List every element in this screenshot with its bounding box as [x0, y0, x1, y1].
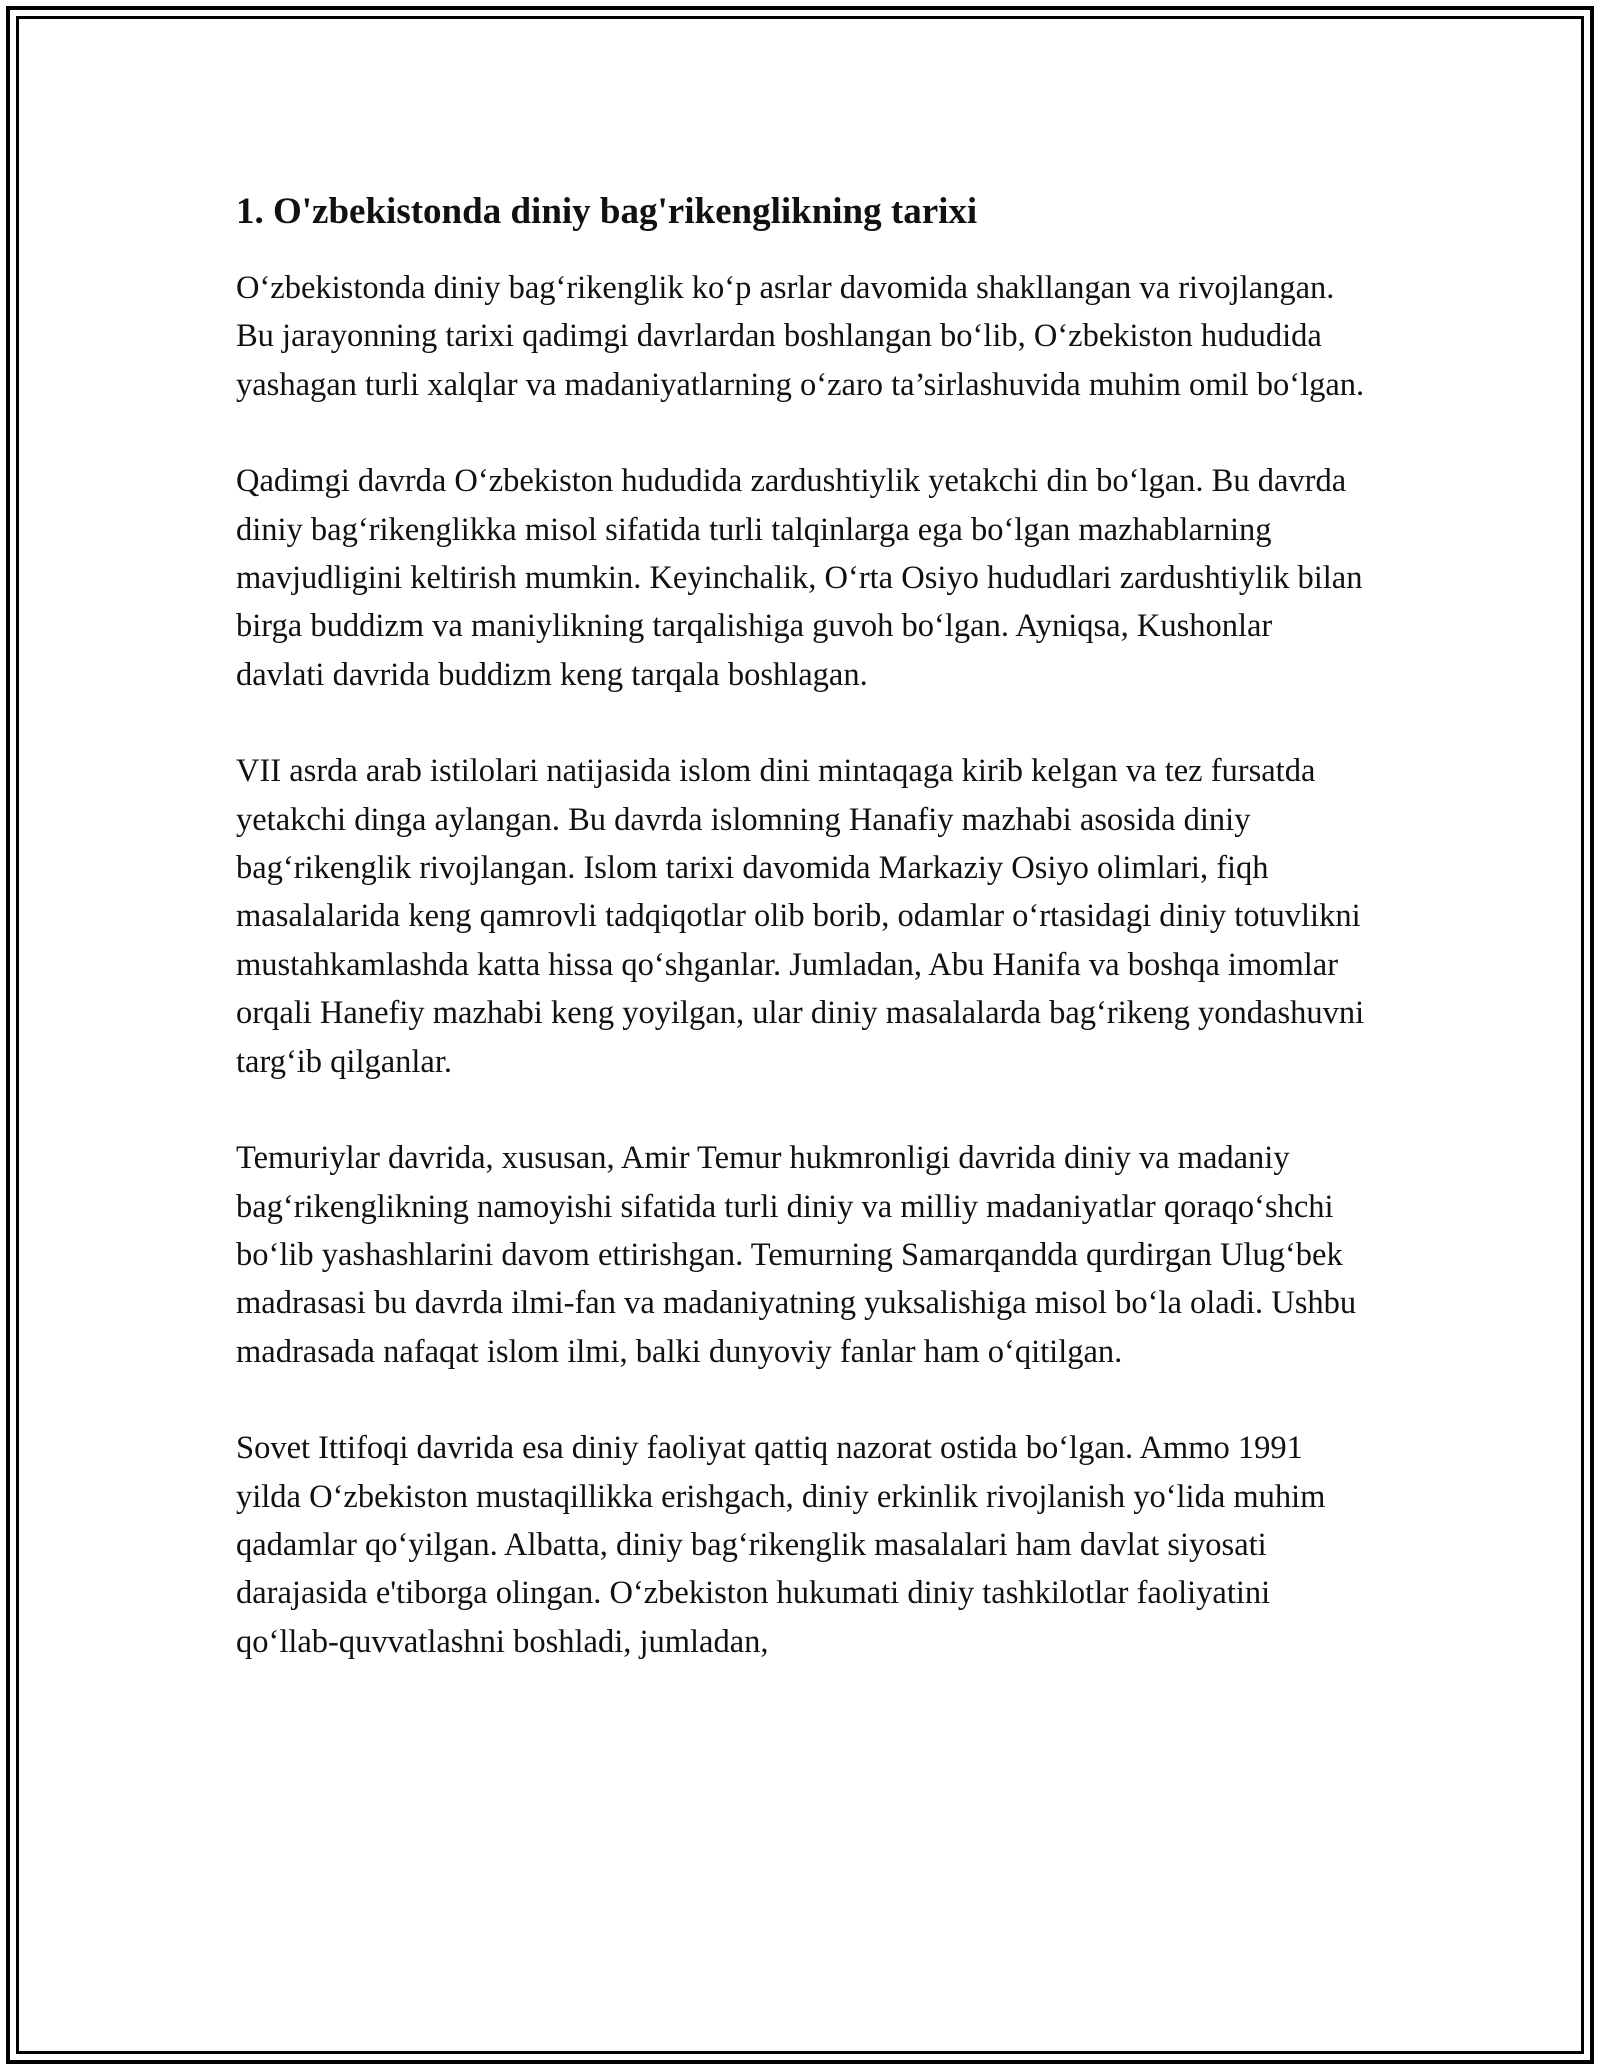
- paragraph-introduction: O‘zbekistonda diniy bag‘rikenglik ko‘p asrlar davomida shakllangan va rivojlangan. Bu jarayonning tarixi qadimgi davrlardan boshlangan bo‘lib, O‘zbekiston hududida yashagan turli xalqlar va madaniyatlarning o‘zaro ta’sirlashuvida muhim omil bo‘lgan.: [236, 270, 1365, 403]
- section-heading: 1. O'zbekistonda diniy bag'rikenglikning tarixi: [236, 191, 978, 232]
- paragraph-timurid-period: Temuriylar davrida, xususan, Amir Temur hukmronligi davrida diniy va madaniy bag‘rikenglikning namoyishi sifatida turli diniy va milliy madaniyatlar qoraqo‘shchi bo‘lib yashashlarini davom ettirishgan. Temurning Samarqandda qurdirgan Ulug‘bek madrasasi bu davrda ilmi-fan va madaniyatning yuksalishiga misol bo‘la oladi. Ushbu madrasada nafaqat islom ilmi, balki dunyoviy fanlar ham o‘qitilgan.: [236, 1140, 1357, 1370]
- document-body: [236, 190, 1366, 1666]
- paragraph-soviet-independence-period: Sovet Ittifoqi davrida esa diniy faoliyat qattiq nazorat ostida bo‘lgan. Ammo 1991 yilda O‘zbekiston mustaqillikka erishgach, diniy erkinlik rivojlanish yo‘lida muhim qadamlar qo‘yilgan. Albatta, diniy bag‘rikenglik masalalari ham davlat siyosati darajasida e'tiborga olingan. O‘zbekiston hukumati diniy tashkilotlar faoliyatini qo‘llab-quvvatlashni boshladi, jumladan,: [236, 1430, 1326, 1660]
- paragraph-islamic-period: VII asrda arab istilolari natijasida islom dini mintaqaga kirib kelgan va tez fursatda yetakchi dinga aylangan. Bu davrda islomning Hanafiy mazhabi asosida diniy bag‘rikenglik rivojlangan. Islom tarixi davomida Markaziy Osiyo olimlari, fiqh masalalarida keng qamrovli tadqiqotlar olib borib, odamlar o‘rtasidagi diniy totuvlikni mustahkamlashda katta hissa qo‘shganlar. Jumladan, Abu Hanifa va boshqa imomlar orqali Hanefiy mazhabi keng yoyilgan, ular diniy masalalarda bag‘rikeng yondashuvni targ‘ib qilganlar.: [236, 753, 1365, 1080]
- paragraph-ancient-period: Qadimgi davrda O‘zbekiston hududida zardushtiylik yetakchi din bo‘lgan. Bu davrda diniy bag‘rikenglikka misol sifatida turli talqinlarga ega bo‘lgan mazhablarning mavjudligini keltirish mumkin. Keyinchalik, O‘rta Osiyo hududlari zardushtiylik bilan birga buddizm va maniylikning tarqalishiga guvoh bo‘lgan. Ayniqsa, Kushonlar davlati davrida buddizm keng tarqala boshlagan.: [236, 463, 1363, 693]
